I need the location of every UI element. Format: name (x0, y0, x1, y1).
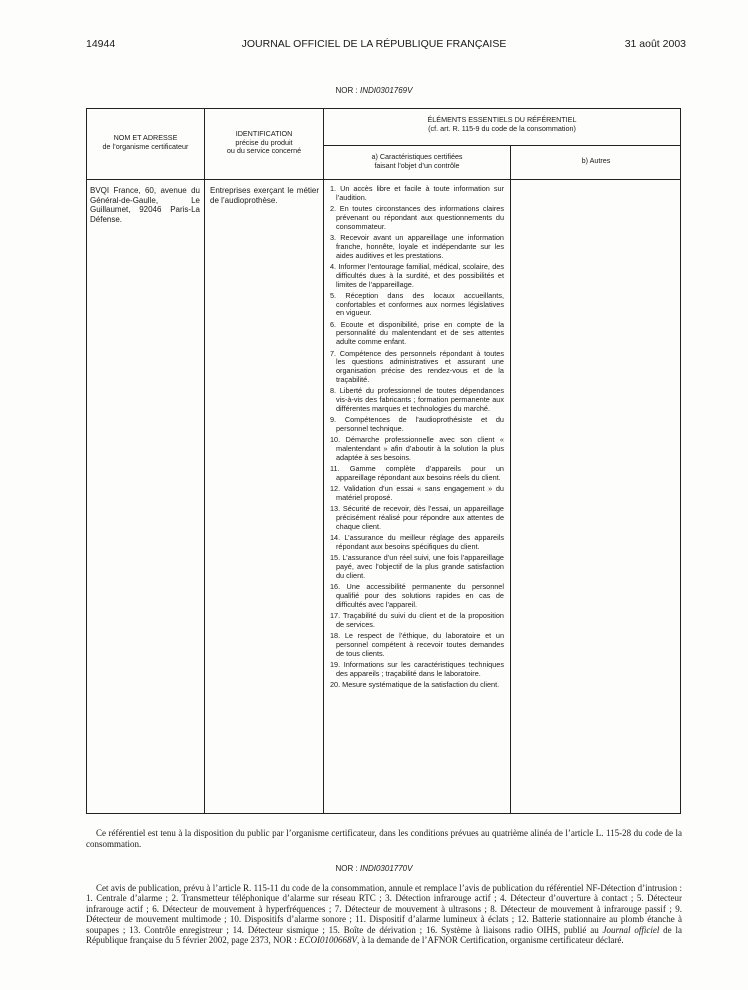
avis-text: , à la demande de l’AFNOR Certification, organisme certificateur déclaré. (356, 935, 624, 946)
header-caracteristiques: a) Caractéristiques certifiées faisant l’objet d’un contrôle (371, 152, 463, 170)
criterion-item: 16. Une accessibilité permanente du personnel qualifié pour des solutions rapides en cas de difficultés avec l’appareil. (330, 581, 504, 609)
criterion-item: 8. Liberté du professionnel de toutes dépendances vis-à-vis des fabricants ; formation permanente aux différentes marques et technologies du marché. (330, 386, 504, 413)
criterion-item: 4. Informer l’entourage familial, médical, scolaire, des difficultés dues à la surdité, et des possibilités et limites de l’appareillage. (330, 261, 504, 289)
criteria-list (330, 185, 504, 692)
criterion-item: 1. Un accès libre et facile à toute information sur l’audition. (330, 184, 504, 202)
header-subrule (323, 145, 681, 146)
header-organisme: NOM ET ADRESSE de l’organisme certificateur (102, 133, 189, 151)
column-rule-3 (510, 145, 511, 814)
criterion-item: 10. Démarche professionnelle avec son client « malentendant » afin d’aboutir à la solution la plus adaptée à ses besoins. (330, 435, 504, 462)
criterion-item: 13. Sécurité de recevoir, dès l’essai, un appareillage précisément réalisé pour répondre aux attentes de chaque client. (330, 504, 504, 531)
avis-text: Cet avis de publication, prévu à l’article R. 115-11 du code de la consommation, annule et remplace l’avis de publication du référentiel NF-Détection d’intrusion : 1. Centrale d’alarme ; 2. Transmetteur téléphonique d’alarme sur réseau RTC ; 3. Détection infrarouge actif ; 4. Détecteur d’ouverture à contact ; 5. Détecteur infrarouge actif ; 6. Détecteur de mouvement à hyperfréquences ; 7. Détecteur de mouvement à ultrasons ; 8. Détecteur de mouvement à infrarouge passif ; 9. Détecteur de mouvement multimode ; 10. Dispositifs d’alarme sonore ; 11. Dispositif d’alarme lumineux à éclats ; 12. Batterie stationnaire au plomb étanche à soupapes ; 13. Contrôle enregistreur ; 14. Détecteur sismique ; 15. Boîte de dérivation ; 16. Système à liaisons radio OIHS, publié au (86, 883, 682, 935)
criterion-item: 15. L’assurance d’un réel suivi, une fois l’appareillage payé, avec l’objectif de la plus grande satisfaction du client. (330, 553, 504, 580)
nor-code: INDI0301770V (359, 864, 413, 873)
criterion-item: 14. L’assurance du meilleur réglage des appareils répondant aux besoins spécifiques du client. (330, 533, 504, 551)
header-bottom-rule (86, 179, 681, 180)
criterion-item: 2. En toutes circonstances des informations claires prévenant ou répondant aux questionnements du consommateur. (330, 204, 504, 231)
note-paragraph: Ce référentiel est tenu à la disposition du public par l’organisme certificateur, dans les conditions prévues au quatrième alinéa de l’article L. 115-28 du code de la consommation. (86, 828, 682, 849)
header-elements-essentiels: ÉLÉMENTS ESSENTIELS DU RÉFÉRENTIEL (cf. art. R. 115-9 du code de la consommation) (427, 115, 577, 133)
nor-label: NOR : (335, 86, 358, 95)
criterion-item: 9. Compétences de l’audioprothésiste et du personnel technique. (330, 415, 504, 433)
criterion-item: 11. Gamme complète d’appareils pour un appareillage répondant aux besoins réels du client. (330, 464, 504, 482)
produit-identification: Entreprises exerçant le métier de l’audioprothèse. (210, 186, 319, 205)
organisme-address: BVQI France, 60, avenue du Général-de-Gaulle, Le Guillaumet, 92046 Paris-La Défense. (90, 186, 200, 224)
criterion-item: 6. Ecoute et disponibilité, prise en compte de la personnalité du malentendant et de ses attentes adulte comme enfant. (330, 319, 504, 347)
nor-label: NOR : (335, 864, 358, 873)
nor-reference-top (0, 86, 748, 95)
issue-date: 31 août 2003 (624, 38, 686, 50)
column-rule-1 (204, 108, 205, 814)
criterion-item: 18. Le respect de l’éthique, du laboratoire et un personnel compétent à recevoir toutes demandes de tous clients. (330, 630, 504, 658)
nor-ref-code: ECOI0100668V (298, 935, 357, 946)
criterion-item: 20. Mesure systématique de la satisfaction du client. (330, 679, 500, 689)
criterion-item: 12. Validation d’un essai « sans engagement » du matériel proposé. (330, 484, 504, 502)
criterion-item: 17. Traçabilité du suivi du client et de la proposition de services. (330, 610, 504, 629)
header-autres: b) Autres (581, 156, 611, 165)
nor-reference-bottom (0, 864, 748, 873)
avis-paragraph (86, 883, 682, 945)
journal-title: JOURNAL OFFICIEL DE LA RÉPUBLIQUE FRANÇAISE (241, 38, 507, 50)
journal-officiel-ref: Journal officiel (602, 924, 660, 935)
avis-text: de la République française du 5 février 2002, page 2373, NOR : (86, 924, 682, 946)
column-rule-2 (323, 108, 324, 814)
page-number: 14944 (86, 38, 116, 50)
criterion-item: 5. Réception dans des locaux accueillants, confortables et conformes aux normes législatives en vigueur. (330, 290, 504, 318)
criterion-item: 7. Compétence des personnels répondant à toutes les questions administratives et assurant une organisation précise des rendez-vous et de la traçabilité. (330, 348, 504, 385)
nor-code: INDI0301769V (359, 86, 413, 95)
header-identification: IDENTIFICATION précise du produit ou du service concerné (226, 129, 302, 156)
criterion-item: 3. Recevoir avant un appareillage une information franche, honnête, loyale et indépendante sur les aides auditives et les prestations. (330, 232, 504, 260)
criterion-item: 19. Informations sur les caractéristiques techniques des appareils ; traçabilité dans le laboratoire. (330, 659, 504, 678)
